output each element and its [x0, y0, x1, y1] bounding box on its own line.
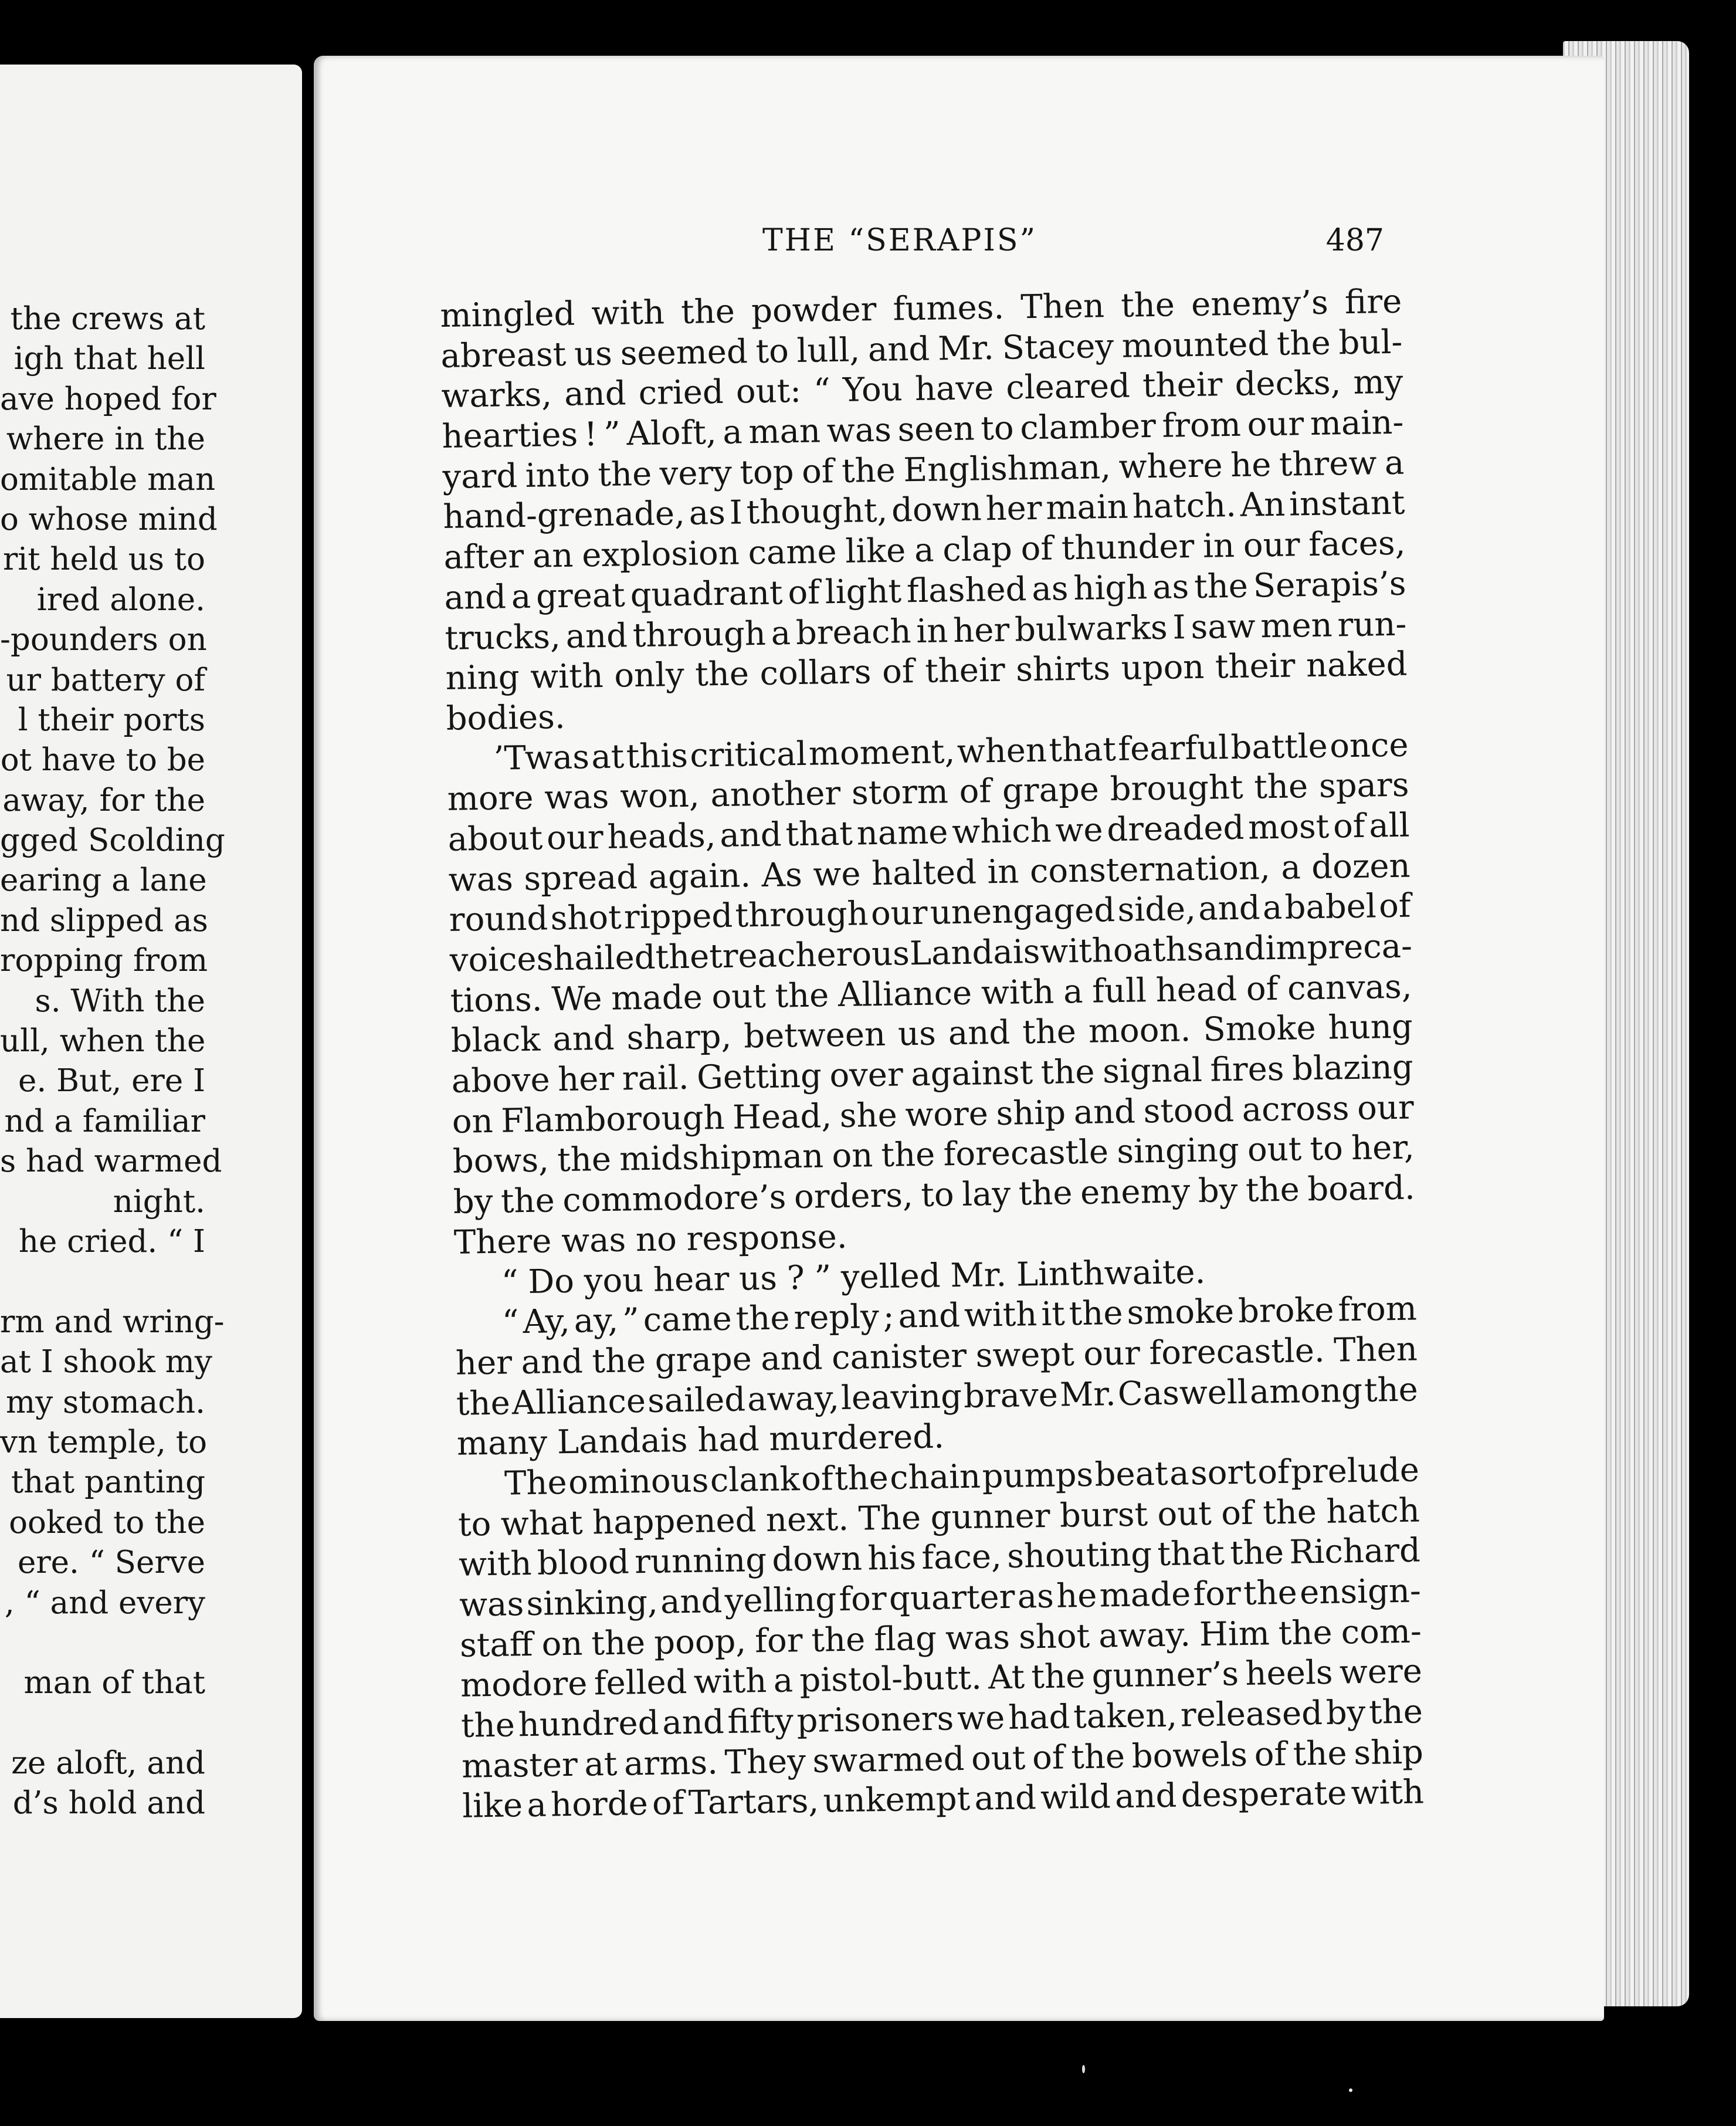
body-line: voices hailed the treacherous Landais with oaths and impreca- [449, 927, 1413, 980]
body-line: bows, the midshipman on the forecastle singing out to her, [452, 1128, 1415, 1182]
body-line: like a horde of Tartars, unkempt and wild and desperate with [462, 1773, 1425, 1826]
left-line: s had warmed [0, 1143, 222, 1180]
left-line: my stomach. [6, 1384, 205, 1420]
left-line: ere. “ Serve [17, 1545, 205, 1581]
body-line: the Alliance sailed away, leaving brave Mr. Caswell among the [456, 1370, 1419, 1423]
dust-speck [1082, 2065, 1085, 2073]
body-line: the hundred and fifty prisoners we had taken, released by the [460, 1692, 1423, 1745]
left-line: -pounders on [0, 622, 207, 658]
body-line: “ Do you hear us ? ” yelled Mr. Linthwaite. [501, 1252, 1206, 1302]
running-title: THE “SERAPIS” [762, 223, 1037, 258]
left-line: ull, when the [0, 1023, 206, 1059]
body-line: master at arms. They swarmed out of the bowels of the ship [461, 1733, 1424, 1786]
running-header [762, 223, 1384, 264]
body-line: to what happened next. The gunner burst out of the hatch [457, 1491, 1420, 1544]
body-line: mingled with the powder fumes. Then the enemy’s fire [440, 282, 1402, 335]
left-line: at I shook my [0, 1344, 212, 1380]
left-line: , “ and every [4, 1585, 205, 1621]
left-line: l their ports [18, 702, 205, 738]
body-line: staff on the poop, for the flag was shot away. Him the com- [459, 1612, 1422, 1665]
body-line: “ Ay, ay, ” came the reply ; and with it the smoke broke from [501, 1289, 1418, 1342]
body-line: was spread again. As we halted in consternation, a dozen [448, 847, 1411, 899]
body-line: There was no response. [453, 1217, 848, 1262]
page-number: 487 [1325, 223, 1384, 258]
left-line [0, 1262, 205, 1302]
body-line: trucks, and through a breach in her bulwarks I saw men run- [445, 605, 1407, 658]
left-line: ired alone. [36, 581, 205, 618]
left-line: rit held us to [2, 541, 205, 578]
body-line: tions. We made out the Alliance with a full head of canvas, [450, 967, 1412, 1020]
left-page-text [0, 299, 225, 1824]
left-line [0, 1623, 205, 1663]
body-line: bodies. [446, 698, 566, 738]
left-line: ropping from [0, 943, 208, 979]
left-line: s. With the [35, 983, 205, 1019]
left-line: igh that hell [13, 341, 205, 377]
left-line: that panting [11, 1464, 205, 1501]
left-line: vn temple, to [0, 1424, 207, 1460]
left-line: ur battery of [6, 662, 205, 698]
left-line: d’s hold and [12, 1785, 205, 1822]
left-line: night. [113, 1183, 205, 1220]
body-line: more was won, another storm of grape brought the spars [447, 766, 1409, 819]
body-line: The ominous clank of the chain pumps beat a sort of prelude [504, 1451, 1420, 1503]
body-line: her and the grape and canister swept our forecastle. Then [455, 1330, 1418, 1383]
body-line: round shot ripped through our unengaged side, and a babel of [449, 886, 1412, 940]
body-line: modore felled with a pistol-butt. At the gunner’s heels were [460, 1652, 1423, 1705]
body-line: above her rail. Getting over against the signal fires blazing [451, 1048, 1414, 1101]
body-line: by the commodore’s orders, to lay the enemy by the board. [453, 1169, 1416, 1221]
body-line: about our heads, and that name which we dreaded most of all [447, 806, 1410, 859]
body-line: hearties ! ” Aloft, a man was seen to clamber from our main- [442, 403, 1404, 456]
left-line: o whose mind [0, 501, 218, 537]
left-line: nd slipped as [0, 902, 208, 939]
left-line [0, 1704, 205, 1744]
body-line: with blood running down his face, shouting that the Richard [458, 1531, 1421, 1585]
left-line: ave hoped for [0, 381, 216, 417]
body-line: after an explosion came like a clap of thunder in our faces, [443, 524, 1406, 577]
left-line: ooked to the [9, 1504, 205, 1541]
left-line: omitable man [0, 461, 216, 497]
left-line: e. But, ere I [18, 1063, 205, 1099]
body-line: was sinking, and yelling for quarter as he made for the ensign- [459, 1572, 1422, 1624]
body-line: ’Twas at this critical moment, when that fearful battle once [493, 726, 1409, 778]
body-line: warks, and cried out: “ You have cleared their decks, my [441, 363, 1403, 416]
left-line: ze aloft, and [11, 1745, 205, 1782]
left-line: nd a familiar [4, 1103, 205, 1139]
body-line: black and sharp, between us and the moon. Smoke hung [450, 1007, 1413, 1061]
left-line: away, for the [2, 782, 205, 818]
left-line: gged Scolding [0, 822, 225, 859]
dust-speck [1349, 2088, 1352, 2092]
left-page [0, 65, 302, 2018]
body-line: many Landais had murdered. [456, 1417, 945, 1464]
left-line: the crews at [10, 301, 205, 337]
left-line: rm and wring- [0, 1304, 225, 1340]
left-line: earing a lane [0, 862, 207, 899]
left-line: ot have to be [0, 742, 205, 778]
body-text [440, 282, 1425, 1827]
body-line: on Flamborough Head, she wore ship and stood across our [452, 1088, 1415, 1141]
body-line: ning with only the collars of their shirts upon their naked [445, 645, 1408, 698]
body-line: abreast us seemed to lull, and Mr. Stacey mounted the bul- [440, 323, 1403, 375]
left-line: he cried. “ I [18, 1223, 205, 1260]
left-line: man of that [23, 1665, 205, 1701]
body-line: and a great quadrant of light flashed as high as the Serapis’s [444, 564, 1406, 617]
body-line: yard into the very top of the Englishman, where he threw a [442, 444, 1405, 496]
left-line: where in the [6, 421, 205, 458]
body-line: hand-grenade, as I thought, down her main hatch. An instant [443, 484, 1405, 537]
